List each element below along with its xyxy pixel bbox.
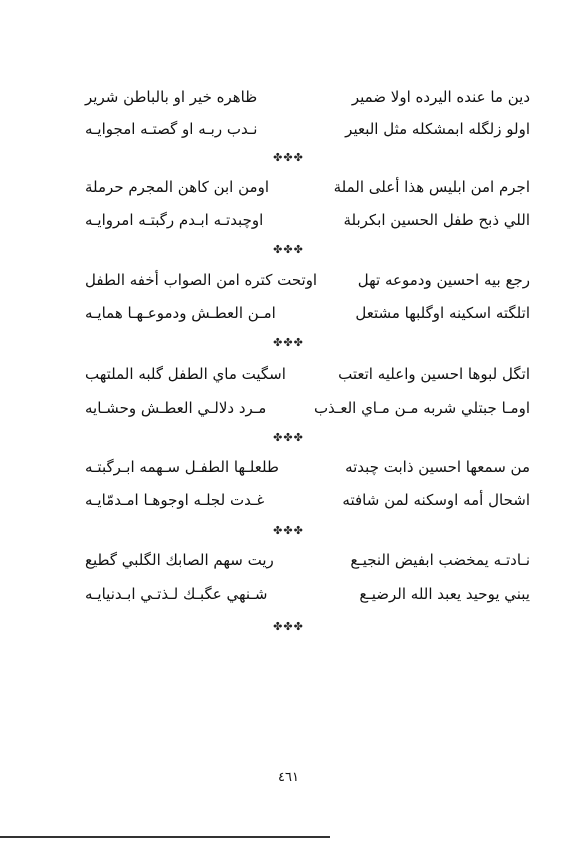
verse-first-hemistich: من سمعها احسين ذابت چبدته [345, 458, 530, 476]
bottom-rule [0, 836, 330, 838]
verse-first-hemistich: اللي ذبح طفل الحسين ابكربلة [343, 211, 530, 229]
verse-first-hemistich: رجع بيه احسين ودموعه تهل [357, 271, 530, 289]
verse-line [85, 579, 530, 609]
verse-line [85, 359, 530, 389]
verse-second-hemistich: اوتحت كتره امن الصواب أخفه الطفل [85, 271, 318, 289]
verse-second-hemistich: شـنهي عگبـك لـذتـي ابـدنيايـه [85, 585, 268, 603]
verse-second-hemistich: مـرد دلالـي العطـش وحشـايه [85, 399, 267, 417]
verse-second-hemistich: نـدب ربـه او گصتـه امجوايـه [85, 120, 258, 138]
verse-second-hemistich: اسگيت ماي الطفل گلبه الملتهب [85, 365, 286, 383]
verse-line [85, 172, 530, 202]
verse-line [85, 82, 530, 112]
stanza-separator: ✤✤✤ [273, 431, 304, 444]
stanza-separator: ✤✤✤ [273, 524, 304, 537]
verse-line [85, 545, 530, 575]
verse-second-hemistich: ريت سهم الصابك الگلبي گطيع [85, 551, 274, 569]
verse-first-hemistich: اشحال أمه اوسكنه لمن شافته [342, 491, 530, 509]
verse-first-hemistich: نـادتـه يمخضب ابفيض النجيـع [350, 551, 530, 569]
verse-line [85, 114, 530, 144]
verse-first-hemistich: اجرم امن ابليس هذا أعلى الملة [333, 178, 530, 196]
verse-second-hemistich: ظاهره خير او بالباطن شرير [85, 88, 258, 106]
verse-line [85, 205, 530, 235]
verse-second-hemistich: طلعلـها الطفـل سـهمه ابـرگبتـه [85, 458, 279, 476]
verse-first-hemistich: اتگل لبوها احسين واعليه اتعتب [338, 365, 530, 383]
stanza-separator: ✤✤✤ [273, 620, 304, 633]
stanza-separator: ✤✤✤ [273, 151, 304, 164]
verse-first-hemistich: اتلگته اسكينه اوگلبها مشتعل [355, 304, 530, 322]
verse-first-hemistich: دين ما عنده اليرده اولا ضمير [351, 88, 530, 106]
verse-second-hemistich: اومن ابن كاهن المجرم حرملة [85, 178, 269, 196]
page-number: ٤٦١ [278, 770, 299, 785]
verse-second-hemistich: امـن العطـش ودموعـهـا همايـه [85, 304, 276, 322]
verse-line [85, 485, 530, 515]
verse-first-hemistich: اولو زلگله ابمشكله مثل البعير [345, 120, 530, 138]
verse-second-hemistich: اوچبدتـه ابـدم رگبتـه امروايـه [85, 211, 264, 229]
verse-first-hemistich: اومـا جبتلي شربه مـن مـاي العـذب [313, 399, 530, 417]
stanza-separator: ✤✤✤ [273, 243, 304, 256]
verse-first-hemistich: يبني يوحيد يعبد الله الرضيـع [359, 585, 530, 603]
verse-line [85, 265, 530, 295]
verse-line [85, 393, 530, 423]
verse-line [85, 452, 530, 482]
verse-line [85, 298, 530, 328]
verse-second-hemistich: غـدت لجلـه اوجوهـا امـدمّايـه [85, 491, 265, 509]
stanza-separator: ✤✤✤ [273, 336, 304, 349]
